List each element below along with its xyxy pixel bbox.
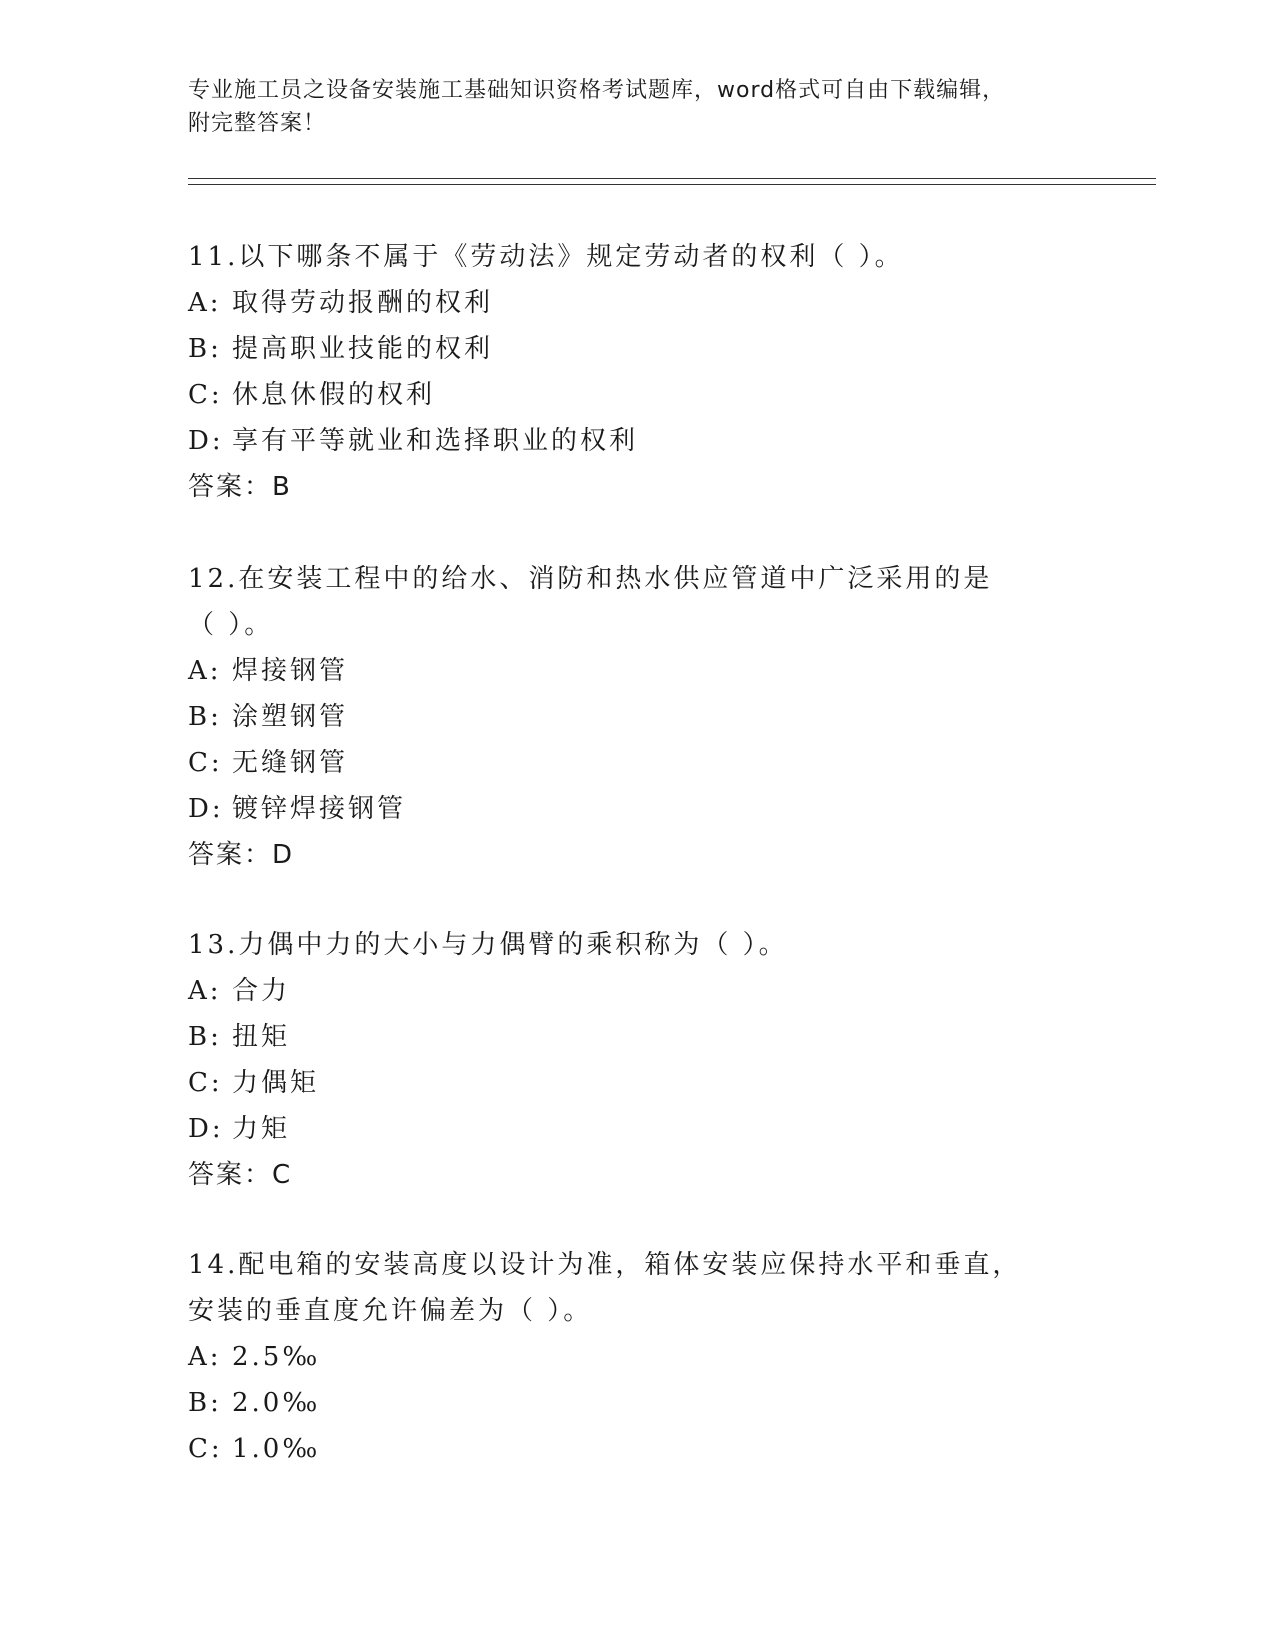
option-d — [188, 1106, 1088, 1152]
option-letter: A: — [188, 288, 222, 318]
option-c — [188, 1426, 1088, 1472]
option-b — [188, 326, 1088, 372]
option-b — [188, 1380, 1088, 1426]
option-text: 无缝钢管 — [232, 748, 349, 778]
question-14 — [188, 1242, 1088, 1472]
document-header — [188, 74, 1088, 140]
option-letter: C: — [188, 748, 223, 778]
option-letter: D: — [188, 426, 224, 456]
option-text: 取得劳动报酬的权利 — [232, 288, 494, 318]
option-a — [188, 968, 1088, 1014]
answer: 答案：B — [188, 472, 292, 502]
option-c — [188, 1060, 1088, 1106]
option-letter: B: — [188, 1388, 222, 1418]
option-text: 扭矩 — [232, 1022, 291, 1052]
question-stem: 11.以下哪条不属于《劳动法》规定劳动者的权利（ ）。 — [188, 242, 904, 272]
option-text: 2.0‰ — [232, 1388, 321, 1418]
option-letter: A: — [188, 656, 222, 686]
option-text: 2.5‰ — [232, 1342, 321, 1372]
option-letter: B: — [188, 702, 222, 732]
option-c — [188, 740, 1088, 786]
option-letter: A: — [188, 976, 222, 1006]
question-12 — [188, 556, 1088, 878]
option-text: 提高职业技能的权利 — [232, 334, 494, 364]
option-c — [188, 372, 1088, 418]
header-line-1: 专业施工员之设备安装施工基础知识资格考试题库，word格式可自由下载编辑， — [188, 78, 1006, 103]
option-text: 享有平等就业和选择职业的权利 — [232, 426, 639, 456]
option-text: 力偶矩 — [232, 1068, 320, 1098]
option-letter: A: — [188, 1342, 222, 1372]
question-stem: 12.在安装工程中的给水、消防和热水供应管道中广泛采用的是（ ）。 — [188, 564, 993, 640]
question-stem: 14.配电箱的安装高度以设计为准，箱体安装应保持水平和垂直，安装的垂直度允许偏差为（ ）。 — [188, 1250, 1022, 1326]
option-letter: C: — [188, 1068, 223, 1098]
question-stem: 13.力偶中力的大小与力偶臂的乘积称为（ ）。 — [188, 930, 788, 960]
option-b — [188, 1014, 1088, 1060]
option-d — [188, 786, 1088, 832]
header-line-2: 附完整答案！ — [188, 111, 327, 136]
option-letter: B: — [188, 1022, 222, 1052]
question-13 — [188, 922, 1088, 1198]
option-text: 镀锌焊接钢管 — [232, 794, 407, 824]
option-a — [188, 648, 1088, 694]
option-letter: C: — [188, 1434, 223, 1464]
option-text: 休息休假的权利 — [232, 380, 436, 410]
option-letter: D: — [188, 1114, 224, 1144]
option-a — [188, 1334, 1088, 1380]
option-a — [188, 280, 1088, 326]
answer: 答案：C — [188, 1160, 293, 1190]
answer: 答案：D — [188, 840, 295, 870]
option-letter: D: — [188, 794, 224, 824]
option-d — [188, 418, 1088, 464]
option-text: 涂塑钢管 — [232, 702, 349, 732]
option-text: 1.0‰ — [232, 1434, 321, 1464]
option-text: 力矩 — [232, 1114, 291, 1144]
option-b — [188, 694, 1088, 740]
option-text: 焊接钢管 — [232, 656, 349, 686]
option-letter: B: — [188, 334, 222, 364]
question-11 — [188, 234, 1088, 510]
header-divider — [188, 178, 1156, 185]
option-letter: C: — [188, 380, 223, 410]
option-text: 合力 — [232, 976, 291, 1006]
